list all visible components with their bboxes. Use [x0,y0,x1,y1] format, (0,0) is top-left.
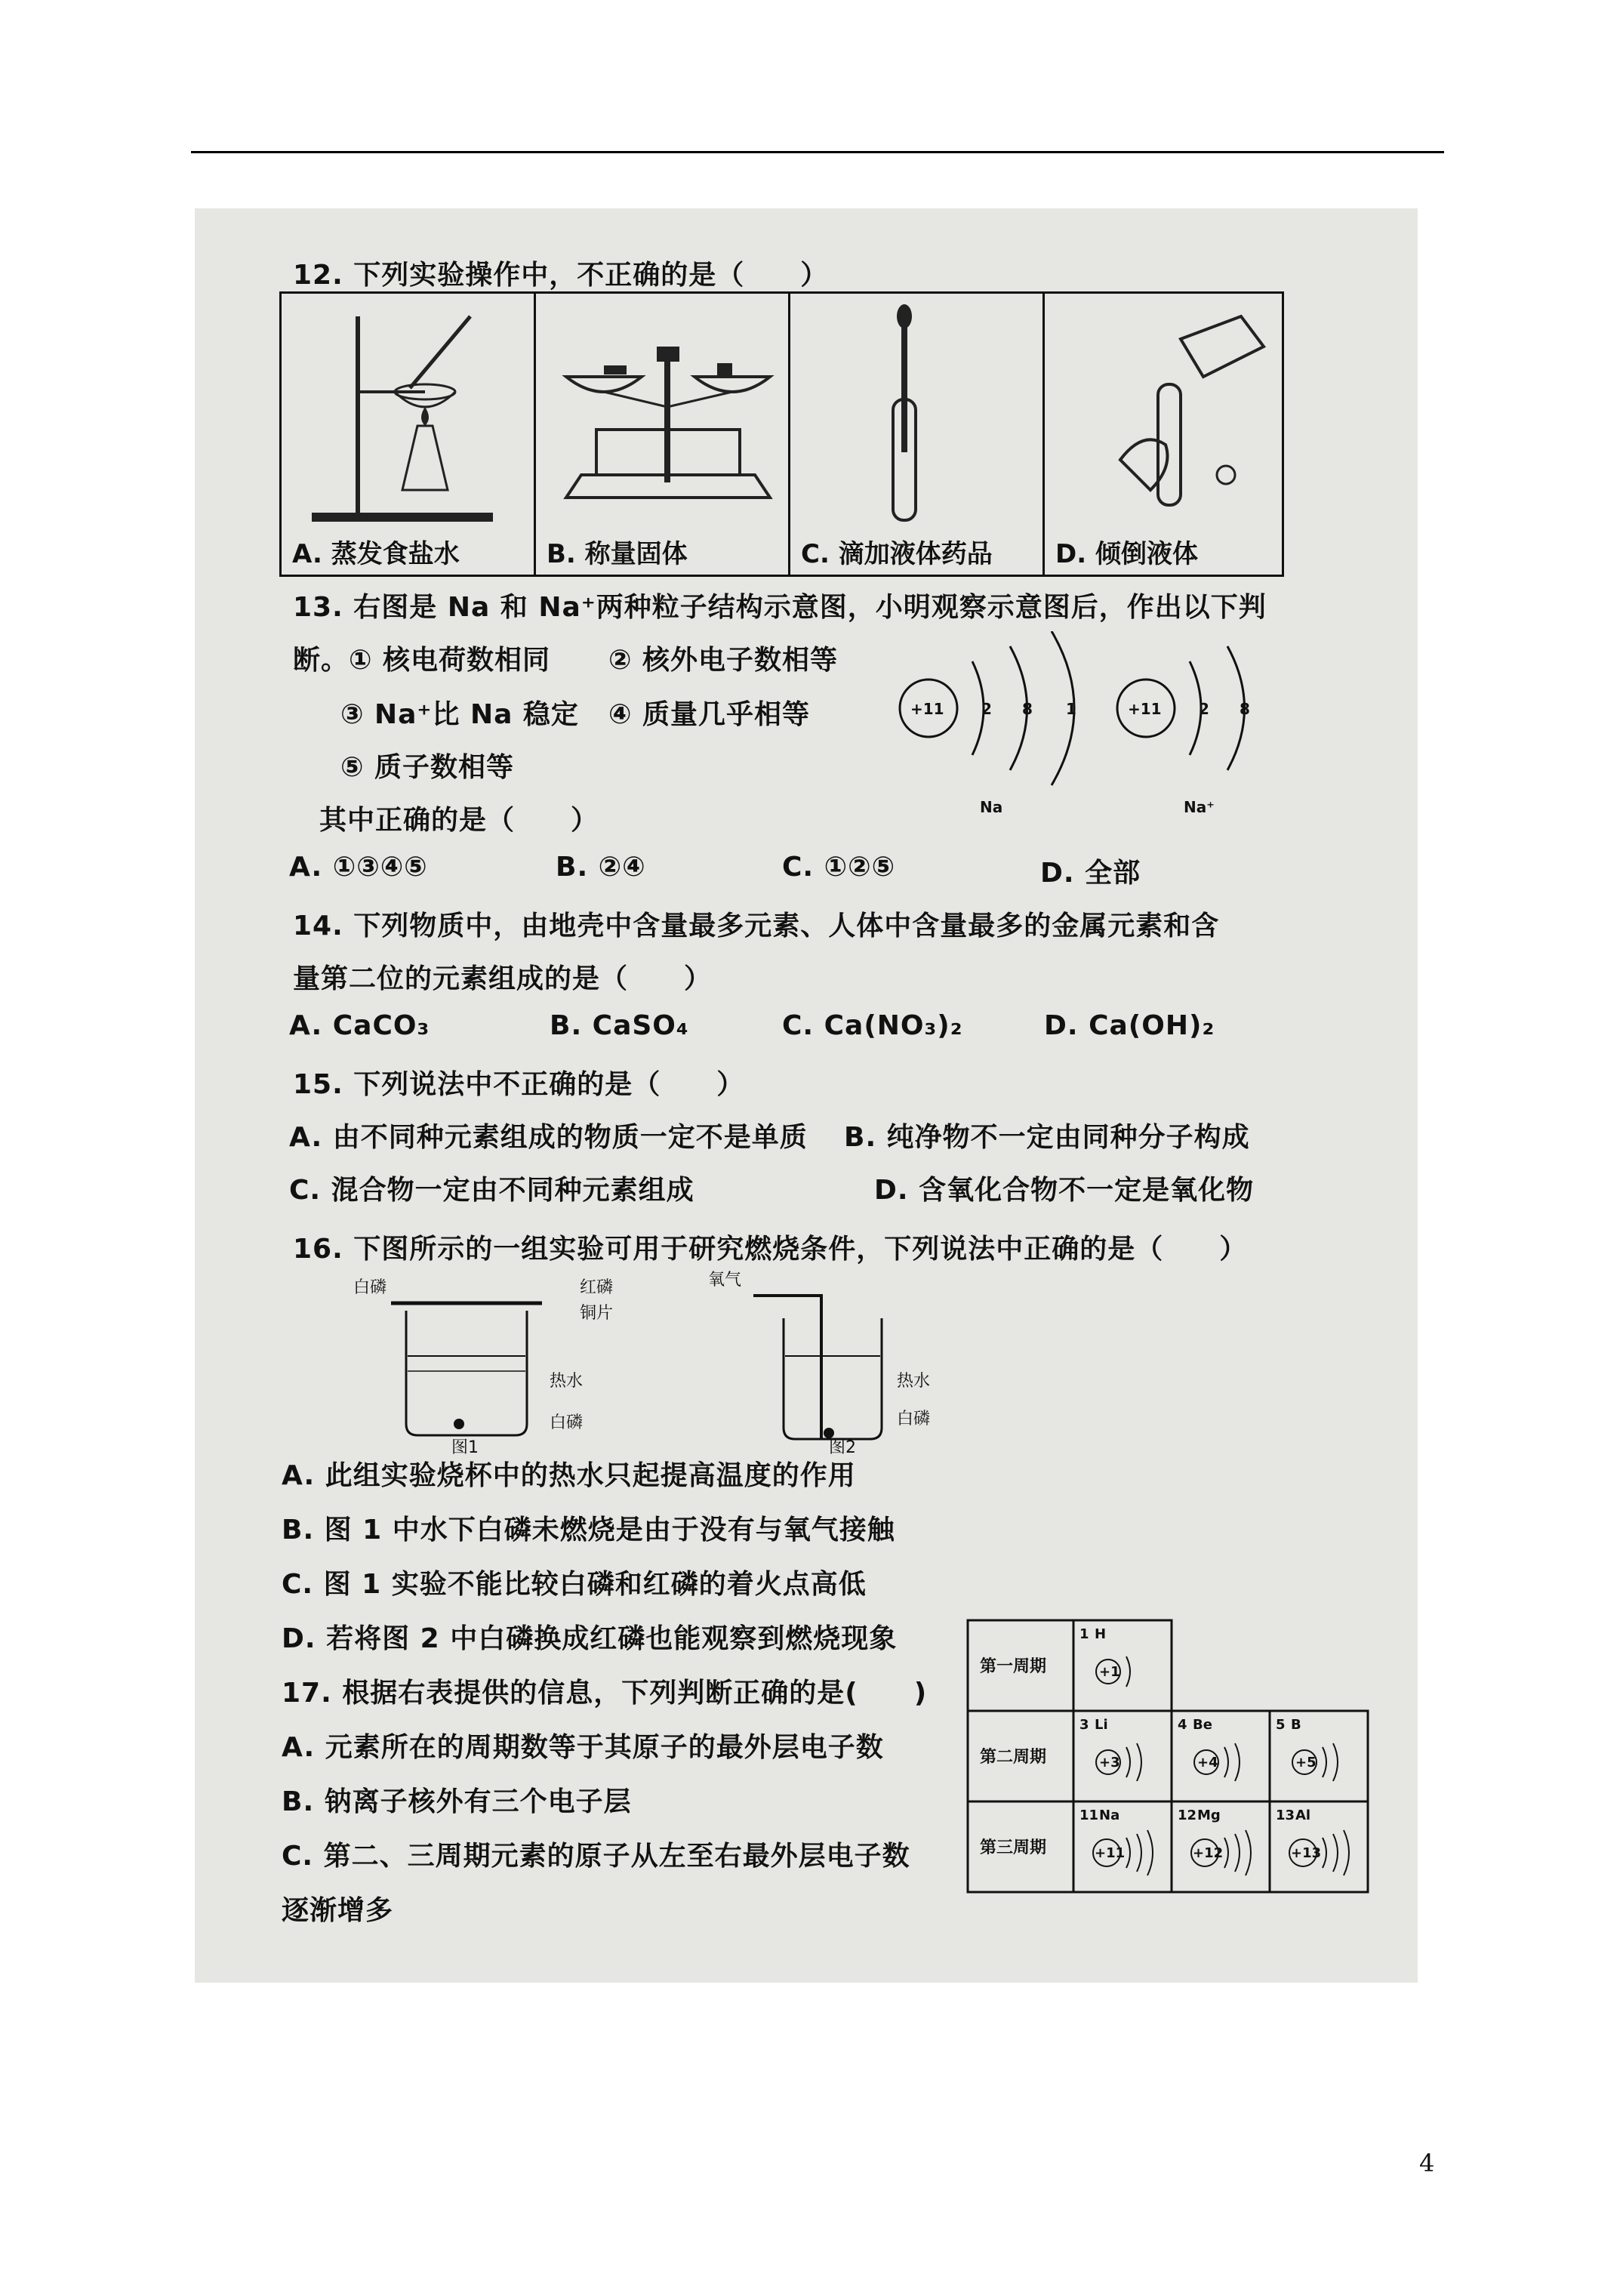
fig1-copper-label: 铜片 [580,1304,614,1323]
q17-stem: 17. 根据右表提供的信息，下列判断正确的是( ) [282,1678,928,1709]
q15-option-d: D. 含氧化合物不一定是氧化物 [874,1175,1255,1206]
q13-stem-line1: 13. 右图是 Na 和 Na⁺两种粒子结构示意图，小明观察示意图后，作出以下判 [293,592,1267,623]
element-be [1178,1717,1240,1781]
q16-figure-2 [708,1265,1025,1454]
period-1-label: 第一周期 [980,1657,1047,1676]
q12-option-a: A. 蒸发食盐水 [292,539,460,569]
q14-option-c: C. Ca(NO₃)₂ [782,1010,963,1041]
q13-ask: 其中正确的是（ ） [319,805,599,836]
svg-text:Li: Li [1095,1717,1108,1733]
na-ion-shell-2: 8 [1240,700,1250,718]
svg-text:+13: +13 [1291,1845,1322,1861]
fig1-red-p-label: 红磷 [580,1278,614,1297]
na-shell-2: 8 [1022,700,1033,718]
svg-text:11: 11 [1079,1808,1099,1823]
q12-cell-c [788,291,1045,577]
fig1-caption: 图1 [451,1438,479,1454]
element-mg [1178,1808,1251,1875]
svg-text:+4: +4 [1197,1755,1218,1771]
element-b [1276,1717,1338,1781]
header-rule [191,151,1444,153]
pouring-liquid-icon [1045,294,1282,535]
q13-item4: ④ 质量几乎相等 [608,699,811,730]
na-shell-1: 2 [981,700,992,718]
fig2-oxygen-label: 氧气 [708,1271,742,1290]
q13-item3: ③ Na⁺比 Na 稳定 [340,699,579,730]
svg-text:Be: Be [1193,1717,1212,1733]
q17-option-c-cont: 逐渐增多 [282,1895,394,1926]
svg-text:3: 3 [1079,1717,1089,1733]
q13-item5: ⑤ 质子数相等 [340,752,515,783]
na-ion [1117,646,1250,816]
evaporation-apparatus-icon [282,294,534,535]
na-label: Na [980,798,1003,816]
svg-text:1: 1 [1079,1626,1089,1642]
q12-cell-a [279,291,536,577]
na-structure-diagram [882,631,1304,827]
svg-text:+3: +3 [1099,1755,1120,1771]
q16-stem: 16. 下图所示的一组实验可用于研究燃烧条件，下列说法中正确的是（ ） [293,1234,1248,1265]
element-na [1079,1808,1153,1875]
na-shell-3: 1 [1066,700,1076,718]
q12-option-c: C. 滴加液体药品 [801,539,993,569]
q13-option-b: B. ②④ [556,852,646,883]
period-2-label: 第二周期 [980,1748,1047,1767]
q16-option-b: B. 图 1 中水下白磷未燃烧是由于没有与氧气接触 [282,1515,895,1546]
fig1-white-p2-label: 白磷 [550,1413,584,1432]
q14-option-b: B. CaSO₄ [550,1010,689,1041]
q13-item1: 断。① 核电荷数相同 [293,645,551,676]
q15-option-b: B. 纯净物不一定由同种分子构成 [844,1122,1250,1153]
q13-option-c: C. ①②⑤ [782,852,896,883]
q16-option-d: D. 若将图 2 中白磷换成红磷也能观察到燃烧现象 [282,1623,898,1654]
q12-cell-b [534,291,790,577]
svg-text:4: 4 [1178,1717,1187,1733]
q14-stem-line2: 量第二位的元素组成的是（ ） [293,963,713,994]
svg-text:12: 12 [1178,1808,1197,1823]
q14-option-d: D. Ca(OH)₂ [1044,1010,1215,1041]
svg-text:5: 5 [1276,1717,1286,1733]
svg-text:Mg: Mg [1197,1808,1221,1823]
q13-item2: ② 核外电子数相等 [608,645,839,676]
q15-option-a: A. 由不同种元素组成的物质一定不是单质 [289,1122,808,1153]
element-al [1276,1808,1349,1875]
q13-option-d: D. 全部 [1040,858,1141,889]
svg-text:+11: +11 [1095,1845,1126,1861]
dropper-test-tube-icon [790,294,1042,535]
fig1-white-p-label: 白磷 [353,1278,387,1297]
na-ion-nucleus: +11 [1128,700,1162,718]
fig1-hot-water-label: 热水 [550,1372,584,1391]
na-atom [900,631,1076,816]
svg-text:+5: +5 [1295,1755,1317,1771]
q16-figure-1 [353,1273,670,1454]
svg-text:+12: +12 [1193,1845,1224,1861]
na-ion-shell-1: 2 [1199,700,1209,718]
period-3-label: 第三周期 [980,1838,1047,1857]
svg-text:+1: +1 [1099,1664,1120,1680]
page-number: 4 [1419,2149,1435,2177]
q17-option-b: B. 钠离子核外有三个电子层 [282,1786,632,1817]
q15-stem: 15. 下列说法中不正确的是（ ） [293,1069,745,1100]
fig2-hot-water-label: 热水 [897,1372,931,1391]
q12-option-b: B. 称量固体 [547,539,688,569]
q14-stem-line1: 14. 下列物质中，由地壳中含量最多元素、人体中含量最多的金属元素和含 [293,911,1220,942]
q16-option-a: A. 此组实验烧杯中的热水只起提高温度的作用 [282,1460,856,1491]
fig2-white-p-label: 白磷 [897,1410,931,1428]
q12-stem: 12. 下列实验操作中，不正确的是（ ） [293,260,829,291]
q16-option-c: C. 图 1 实验不能比较白磷和红磷的着火点高低 [282,1569,867,1600]
svg-text:13: 13 [1276,1808,1295,1823]
element-li [1079,1717,1141,1781]
svg-text:B: B [1291,1717,1301,1733]
q15-option-c: C. 混合物一定由不同种元素组成 [289,1175,694,1206]
element-h [1079,1626,1130,1687]
svg-text:H: H [1095,1626,1107,1642]
q13-option-a: A. ①③④⑤ [289,852,428,883]
q12-cell-d [1042,291,1284,577]
na-nucleus: +11 [910,700,944,718]
fig2-caption: 图2 [829,1438,856,1454]
balance-scale-icon [536,294,788,535]
svg-text:Al: Al [1295,1808,1311,1823]
na-ion-label: Na⁺ [1184,798,1215,816]
svg-text:Na: Na [1099,1808,1120,1823]
q14-option-a: A. CaCO₃ [289,1010,430,1041]
q17-option-c: C. 第二、三周期元素的原子从左至右最外层电子数 [282,1841,910,1872]
q12-option-d: D. 倾倒液体 [1055,539,1198,569]
q17-option-a: A. 元素所在的周期数等于其原子的最外层电子数 [282,1732,884,1763]
periodic-table-fragment [966,1619,1389,1906]
exam-photo [195,208,1418,1983]
